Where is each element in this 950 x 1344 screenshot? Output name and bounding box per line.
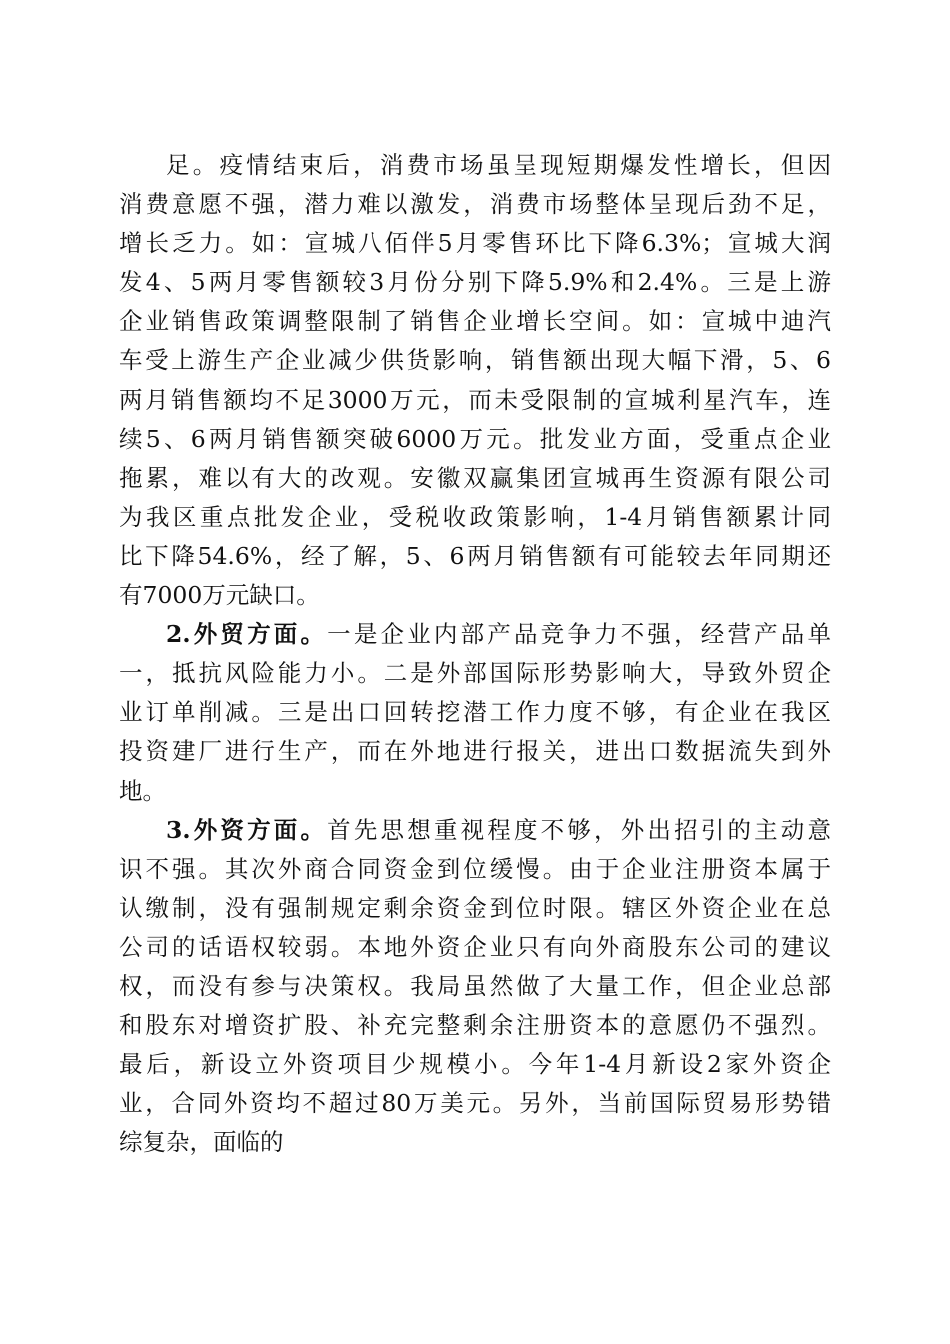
text-line: 企业销售政策调整限制了销售企业增长空间。如：宣城中迪汽 [119,307,831,336]
text-line: 一，抵抗风险能力小。二是外部国际形势影响大，导致外贸企 [119,659,831,688]
text-line: 为我区重点批发企业，受税收政策影响，1-4月销售额累计同 [119,502,831,531]
text-line: 续5、6两月销售额突破6000万元。批发业方面，受重点企业 [119,424,831,453]
section-heading: 2.外贸方面。 [166,620,328,649]
text-span: 一是企业内部产品竞争力不强，经营产品单 [327,620,831,649]
text-line [119,615,831,654]
text-line: 最后，新设立外资项目少规模小。今年1-4月新设2家外资企 [119,1050,831,1079]
text-line: 认缴制，没有强制规定剩余资金到位时限。辖区外资企业在总 [119,893,831,922]
text-line: 和股东对增资扩股、补充完整剩余注册资本的意愿仍不强烈。 [119,1011,831,1040]
text-line: 比下降54.6%，经了解，5、6两月销售额有可能较去年同期还 [119,541,831,570]
paragraph-foreign-investment [119,811,831,1163]
text-line: 车受上游生产企业减少供货影响，销售额出现大幅下滑，5、6 [119,346,831,375]
text-line: 足。疫情结束后，消费市场虽呈现短期爆发性增长，但因 [166,151,831,179]
document-body [119,146,831,1162]
text-line [119,811,831,850]
text-line: 消费意愿不强，潜力难以激发，消费市场整体呈现后劲不足， [119,190,831,219]
text-line: 业订单削减。三是出口回转挖潜工作力度不够，有企业在我区 [119,698,831,727]
text-line: 投资建厂进行生产，而在外地进行报关，进出口数据流失到外 [119,737,831,766]
text-line: 拖累，难以有大的改观。安徽双赢集团宣城再生资源有限公司 [119,463,831,492]
paragraph-foreign-trade [119,615,831,810]
text-line: 地。 [119,776,166,805]
text-span: 首先思想重视程度不够，外出招引的主动意 [327,815,831,844]
text-line: 有7000万元缺口。 [119,581,320,610]
text-line: 综复杂，面临的 [119,1128,284,1157]
text-line: 发4、5两月零售额较3月份分别下降5.9%和2.4%。三是上游 [119,268,831,297]
text-line: 公司的话语权较弱。本地外资企业只有向外商股东公司的建议 [119,932,831,961]
text-line: 识不强。其次外商合同资金到位缓慢。由于企业注册资本属于 [119,854,831,883]
text-line: 增长乏力。如：宣城八佰伴5月零售环比下降6.3%；宣城大润 [119,229,831,258]
text-line: 业，合同外资均不超过80万美元。另外，当前国际贸易形势错 [119,1089,831,1118]
section-heading: 3.外资方面。 [166,815,328,844]
text-line: 两月销售额均不足3000万元，而未受限制的宣城利星汽车，连 [119,385,831,414]
paragraph-retail [119,146,831,615]
text-line: 权，而没有参与决策权。我局虽然做了大量工作，但企业总部 [119,971,831,1000]
